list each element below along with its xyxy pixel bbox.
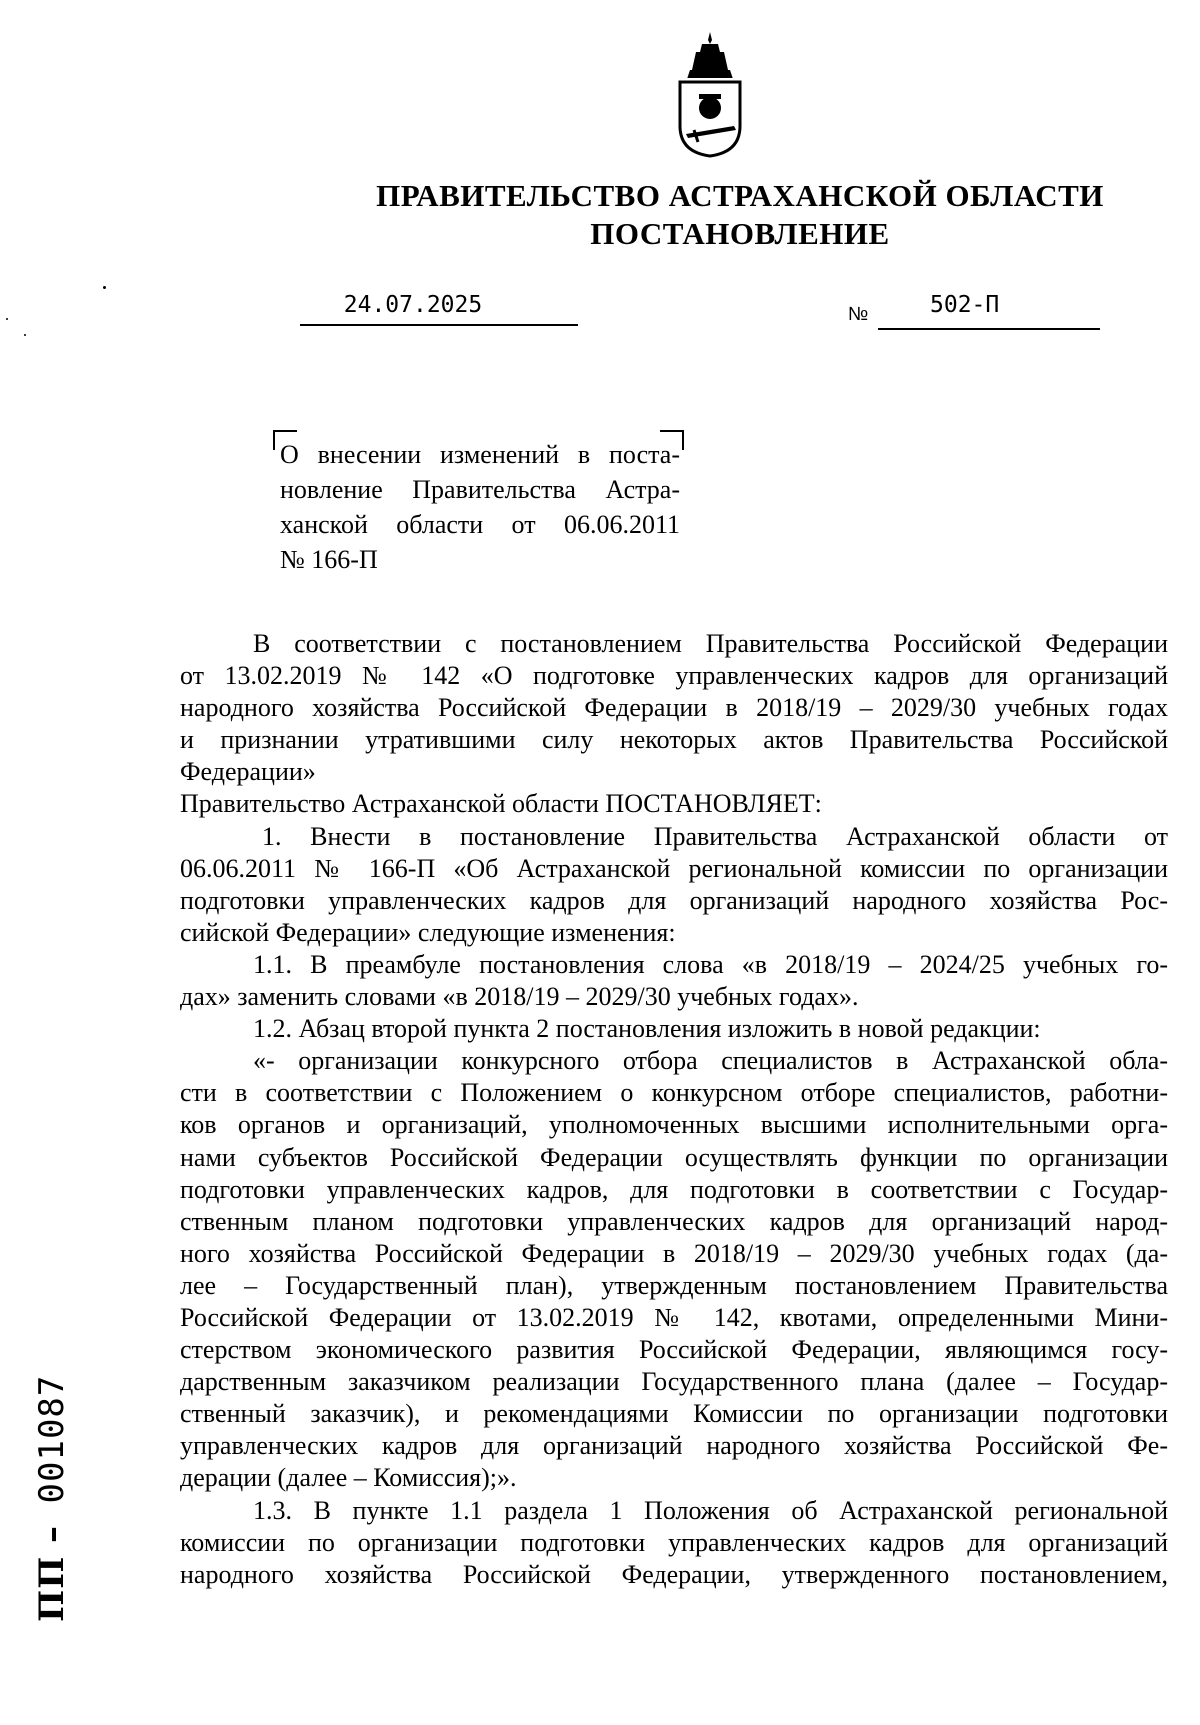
- body-line: В соответствии с постановлением Правительства Российской Федерации: [253, 629, 1168, 658]
- body-line: и признании утратившими силу некоторых актов Правительства Российской: [180, 725, 1168, 755]
- number-sign: №: [848, 304, 869, 325]
- document-subject: [280, 437, 680, 577]
- body-line: ственным планом подготовки управленческих кадров для организаций народ-: [180, 1206, 1168, 1236]
- body-line: подготовки управленческих кадров, для подготовки в соответствии с Государ-: [180, 1174, 1168, 1204]
- astrakhan-coat-of-arms-icon: [672, 30, 748, 158]
- body-line: сти в соответствии с Положением о конкурсном отборе специалистов, работни-: [180, 1078, 1168, 1108]
- document-date: 24.07.2025: [300, 292, 578, 326]
- body-line: нами субъектов Российской Федерации осуществлять функции по организации: [180, 1142, 1168, 1172]
- body-line: 1.1. В преамбуле постановления слова «в 2018/19 – 2024/25 учебных го-: [253, 949, 1168, 979]
- subject-line: ханской области от 06.06.2011: [280, 510, 680, 539]
- body-line: 1.2. Абзац второй пункта 2 постановления изложить в новой редакции:: [253, 1014, 1041, 1044]
- stamp-prefix: ПП –: [32, 1524, 72, 1622]
- body-line: «- организации конкурсного отбора специалистов в Астраханской обла-: [253, 1046, 1168, 1076]
- body-line: дарственным заказчиком реализации Государственного плана (далее – Государ-: [180, 1367, 1168, 1397]
- body-line: ственный заказчик), и рекомендациями Комиссии по организации подготовки: [180, 1399, 1168, 1429]
- body-line: Российской Федерации от 13.02.2019 № 142, квотами, определенными Мини-: [180, 1302, 1168, 1332]
- body-line: 06.06.2011 № 166-П «Об Астраханской региональной комиссии по организации: [180, 853, 1168, 883]
- body-line: дерации (далее – Комиссия);».: [180, 1463, 517, 1493]
- scan-speck: [103, 286, 106, 289]
- body-line: лее – Государственный план), утвержденным постановлением Правительства: [180, 1270, 1168, 1300]
- body-line: дах» заменить словами «в 2018/19 – 2029/30 учебных годах».: [180, 982, 859, 1012]
- body-line: ного хозяйства Российской Федерации в 2018/19 – 2029/30 учебных годах (да-: [180, 1238, 1168, 1268]
- body-line: управленческих кадров для организаций народного хозяйства Российской Фе-: [180, 1431, 1168, 1461]
- government-title: ПРАВИТЕЛЬСТВО АСТРАХАНСКОЙ ОБЛАСТИ: [376, 178, 1104, 213]
- registration-stamp: [32, 1375, 72, 1622]
- body-line: ков органов и организаций, уполномоченных высшими исполнительными орга-: [180, 1110, 1168, 1140]
- document-type-title: ПОСТАНОВЛЕНИЕ: [590, 216, 890, 251]
- subject-line: новление Правительства Астра-: [280, 475, 680, 504]
- subject-line: О внесении изменений в поста-: [280, 440, 680, 469]
- scan-speck: [6, 318, 8, 320]
- document-number: 502-П: [878, 292, 1100, 330]
- body-line: Правительство Астраханской области ПОСТАНОВЛЯЕТ:: [180, 789, 822, 819]
- body-line: 1. Внести в постановление Правительства Астраханской области от: [262, 821, 1168, 851]
- document-body: [180, 628, 1168, 1591]
- subject-line: № 166-П: [280, 545, 378, 574]
- stamp-code: 001087: [32, 1374, 72, 1504]
- body-line: от 13.02.2019 № 142 «О подготовке управленческих кадров для организаций: [180, 661, 1168, 691]
- body-line: комиссии по организации подготовки управленческих кадров для организаций: [180, 1527, 1168, 1557]
- scan-speck: [24, 334, 26, 336]
- body-line: сийской Федерации» следующие изменения:: [180, 917, 676, 947]
- body-line: стерством экономического развития Российской Федерации, являющимся госу-: [180, 1335, 1168, 1365]
- body-line: народного хозяйства Российской Федерации, утвержденного постановлением,: [180, 1559, 1168, 1589]
- body-line: Федерации»: [180, 757, 316, 787]
- body-line: 1.3. В пункте 1.1 раздела 1 Положения об Астраханской региональной: [253, 1495, 1168, 1525]
- body-line: народного хозяйства Российской Федерации в 2018/19 – 2029/30 учебных годах: [180, 693, 1168, 723]
- body-line: подготовки управленческих кадров для организаций народного хозяйства Рос-: [180, 885, 1168, 915]
